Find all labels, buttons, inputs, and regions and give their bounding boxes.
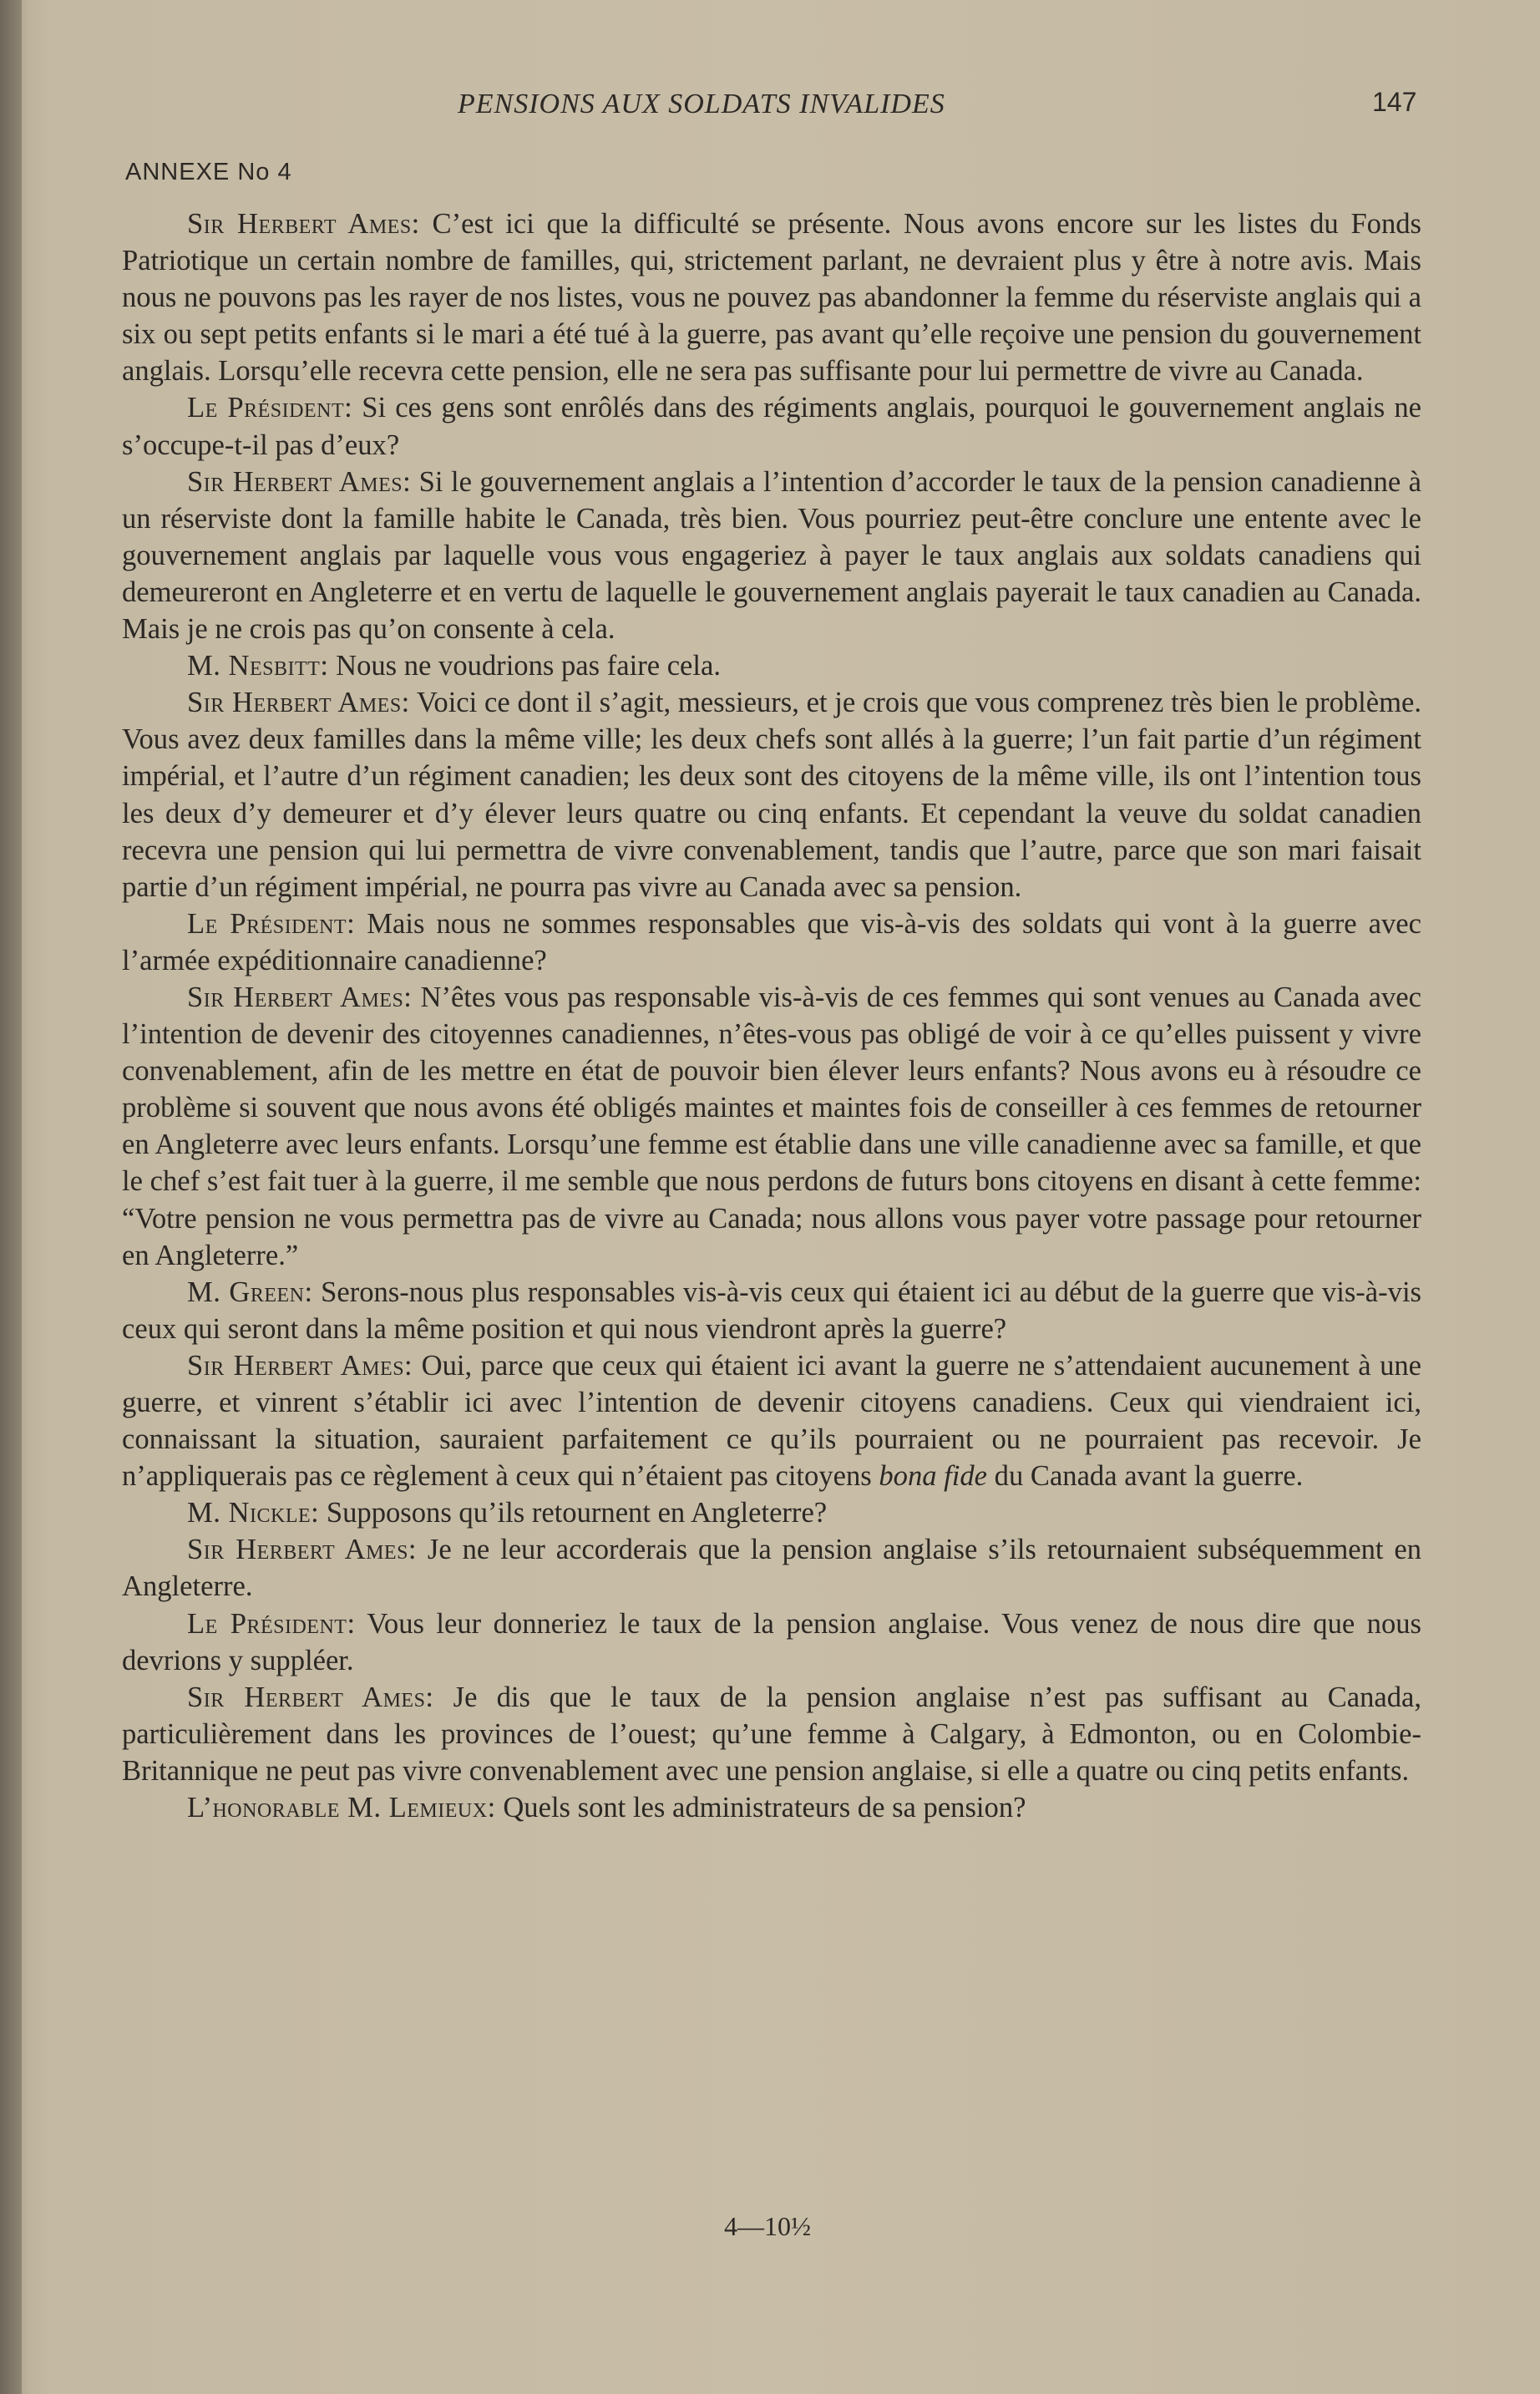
paragraph xyxy=(122,1531,1421,1605)
speech-text: Vous leur donneriez le taux de la pension anglaise. Vous venez de nous dire que nous devrions y suppléer. xyxy=(122,1607,1421,1676)
speech-text: Si le gouvernement anglais a l’intention d’accorder le taux de la pension canadienne à un réserviste dont la famille habite le Canada, très bien. Vous pourriez peut-être conclure une entente avec le gouvernement anglais par laquelle vous vous engageriez à payer le taux anglais aux soldats canadiens qui demeureront en Angleterre et en vertu de laquelle le gouvernement anglais payerait le taux canadien au Canada. Mais je ne crois pas qu’on consente à cela. xyxy=(122,465,1421,646)
speech-text: N’êtes vous pas responsable vis-à-vis de ces femmes qui sont venues au Canada avec l’intention de devenir des citoyennes canadiennes, n’êtes-vous pas obligé de voir à ce qu’elles puissent y vivre convenablement, afin de les mettre en état de pouvoir bien élever leurs enfants? Nous avons eu à résoudre ce problème si souvent que nous avons été obligés maintes et maintes fois de conseiller à ces femmes de retourner en Angleterre avec leurs enfants. Lorsqu’une femme est établie dans une ville canadienne avec sa famille, et que le chef s’est fait tuer à la guerre, il me semble que nous perdons de futurs bons citoyens en disant à cette femme: “Votre pension ne vous permettra pas de vivre au Canada; nous allons vous payer votre passage pour retourner en Angleterre.” xyxy=(122,981,1421,1271)
speaker-name: M. Green: xyxy=(187,1276,313,1308)
speaker-name: Sir Herbert Ames: xyxy=(187,981,413,1013)
speaker-name: Le Président: xyxy=(187,907,356,940)
speaker-name: Sir Herbert Ames: xyxy=(187,1349,413,1382)
speaker-name: M. Nesbitt: xyxy=(187,650,329,682)
speech-text: Nous ne voudrions pas faire cela. xyxy=(328,650,721,682)
paragraph xyxy=(122,684,1421,905)
paragraph xyxy=(122,389,1421,463)
speech-text: Serons-nous plus responsables vis-à-vis ceux qui étaient ici au début de la guerre que vis-à-vis ceux qui seront dans la même position et qui nous viendront après la guerre? xyxy=(122,1276,1422,1345)
speaker-name: Sir Herbert Ames: xyxy=(187,1681,434,1713)
paragraph xyxy=(122,1274,1421,1347)
paragraph xyxy=(122,647,1421,684)
speech-text: Supposons qu’ils retournent en Angleterre? xyxy=(319,1497,828,1529)
speaker-name: Sir Herbert Ames: xyxy=(187,465,412,498)
book-spine-edge xyxy=(0,0,22,2394)
paragraph xyxy=(122,464,1421,647)
speech-text: Voici ce dont il s’agit, messieurs, et je crois que vous comprenez très bien le problème. Vous avez deux familles dans la même ville; les deux chefs sont allés à la guerre; l’un fait partie d’un régiment impérial, et l’autre d’un régiment canadien; les deux sont des citoyens de la même ville, ils ont l’intention tous les deux d’y demeurer et d’y élever leurs quatre ou cinq enfants. Et cependant la veuve du soldat canadien recevra une pension qui lui permettra de vivre convenablement, tandis que l’autre, parce que son mari faisait partie d’un régiment impérial, ne pourra pas vivre au Canada avec sa pension. xyxy=(122,687,1421,903)
page-number: 147 xyxy=(1372,87,1417,117)
speech-text: C’est ici que la difficulté se présente. Nous avons encore sur les listes du Fonds Patriotique un certain nombre de familles, qui, strictement parlant, ne devraient plus y être à notre avis. Mais nous ne pouvons pas les rayer de nos listes, vous ne pouvez pas abandonner la femme du réserviste anglais qui a six ou sept petits enfants si le mari a été tué à la guerre, pas avant qu’elle reçoive une pension du gouvernement anglais. Lorsqu’elle recevra cette pension, elle ne sera pas suffisante pour lui permettre de vivre au Canada. xyxy=(122,208,1421,388)
paragraph xyxy=(122,905,1421,979)
speech-text: Si ces gens sont enrôlés dans des régiments anglais, pourquoi le gouvernement anglais ne s’occupe-t-il pas d’eux? xyxy=(122,392,1421,461)
paragraph xyxy=(122,1494,1421,1531)
paragraph xyxy=(122,1679,1421,1789)
speaker-name: Sir Herbert Ames: xyxy=(187,1534,418,1566)
annex-label: ANNEXE No 4 xyxy=(125,159,292,185)
paragraph xyxy=(122,1605,1421,1679)
paragraph xyxy=(122,1347,1421,1494)
paragraph xyxy=(122,979,1421,1274)
running-title: PENSIONS AUX SOLDATS INVALIDES xyxy=(458,89,945,119)
speech-text: Oui, parce que ceux qui étaient ici avant la guerre ne s’attendaient aucunement à une guerre, et vinrent s’établir ici avec l’intention de devenir citoyens canadiens. Ceux qui viendraient ici, connaissant la situation, sauraient parfaitement ce qu’ils pourraient ou ne pourraient pas recevoir. Je n’appliquerais pas ce règlement à ceux qui n’étaient pas citoyens bona fide du Canada avant la guerre. xyxy=(122,1349,1421,1493)
speech-text: Je dis que le taux de la pension anglaise n’est pas suffisant au Canada, particulièrement dans les provinces de l’ouest; qu’une femme à Calgary, à Edmonton, ou en Colombie-Britannique ne peut pas vivre convenablement avec une pension anglaise, si elle a quatre ou cinq petits enfants. xyxy=(122,1681,1421,1787)
speaker-name: Sir Herbert Ames: xyxy=(187,208,420,240)
speaker-name: Le Président: xyxy=(187,392,353,424)
speech-text: Quels sont les administrateurs de sa pension? xyxy=(495,1792,1026,1824)
signature-mark xyxy=(0,2211,1540,2242)
latin-phrase: bona fide xyxy=(879,1460,988,1493)
speech-text: Je ne leur accorderais que la pension anglaise s’ils retournaient subséquemment en Angleterre. xyxy=(122,1534,1421,1603)
paragraph xyxy=(122,1789,1421,1826)
paragraph xyxy=(122,205,1421,389)
speaker-name: M. Nickle: xyxy=(187,1497,320,1529)
speaker-name: Le Président: xyxy=(187,1607,356,1640)
speaker-name: Sir Herbert Ames: xyxy=(187,687,410,719)
transcript-body xyxy=(122,205,1421,1826)
speaker-name: L’honorable M. Lemieux: xyxy=(187,1792,496,1824)
speech-text: Mais nous ne sommes responsables que vis-à-vis des soldats qui vont à la guerre avec l’armée expéditionnaire canadienne? xyxy=(122,907,1421,976)
signature-text: 4—10½ xyxy=(724,2211,811,2241)
